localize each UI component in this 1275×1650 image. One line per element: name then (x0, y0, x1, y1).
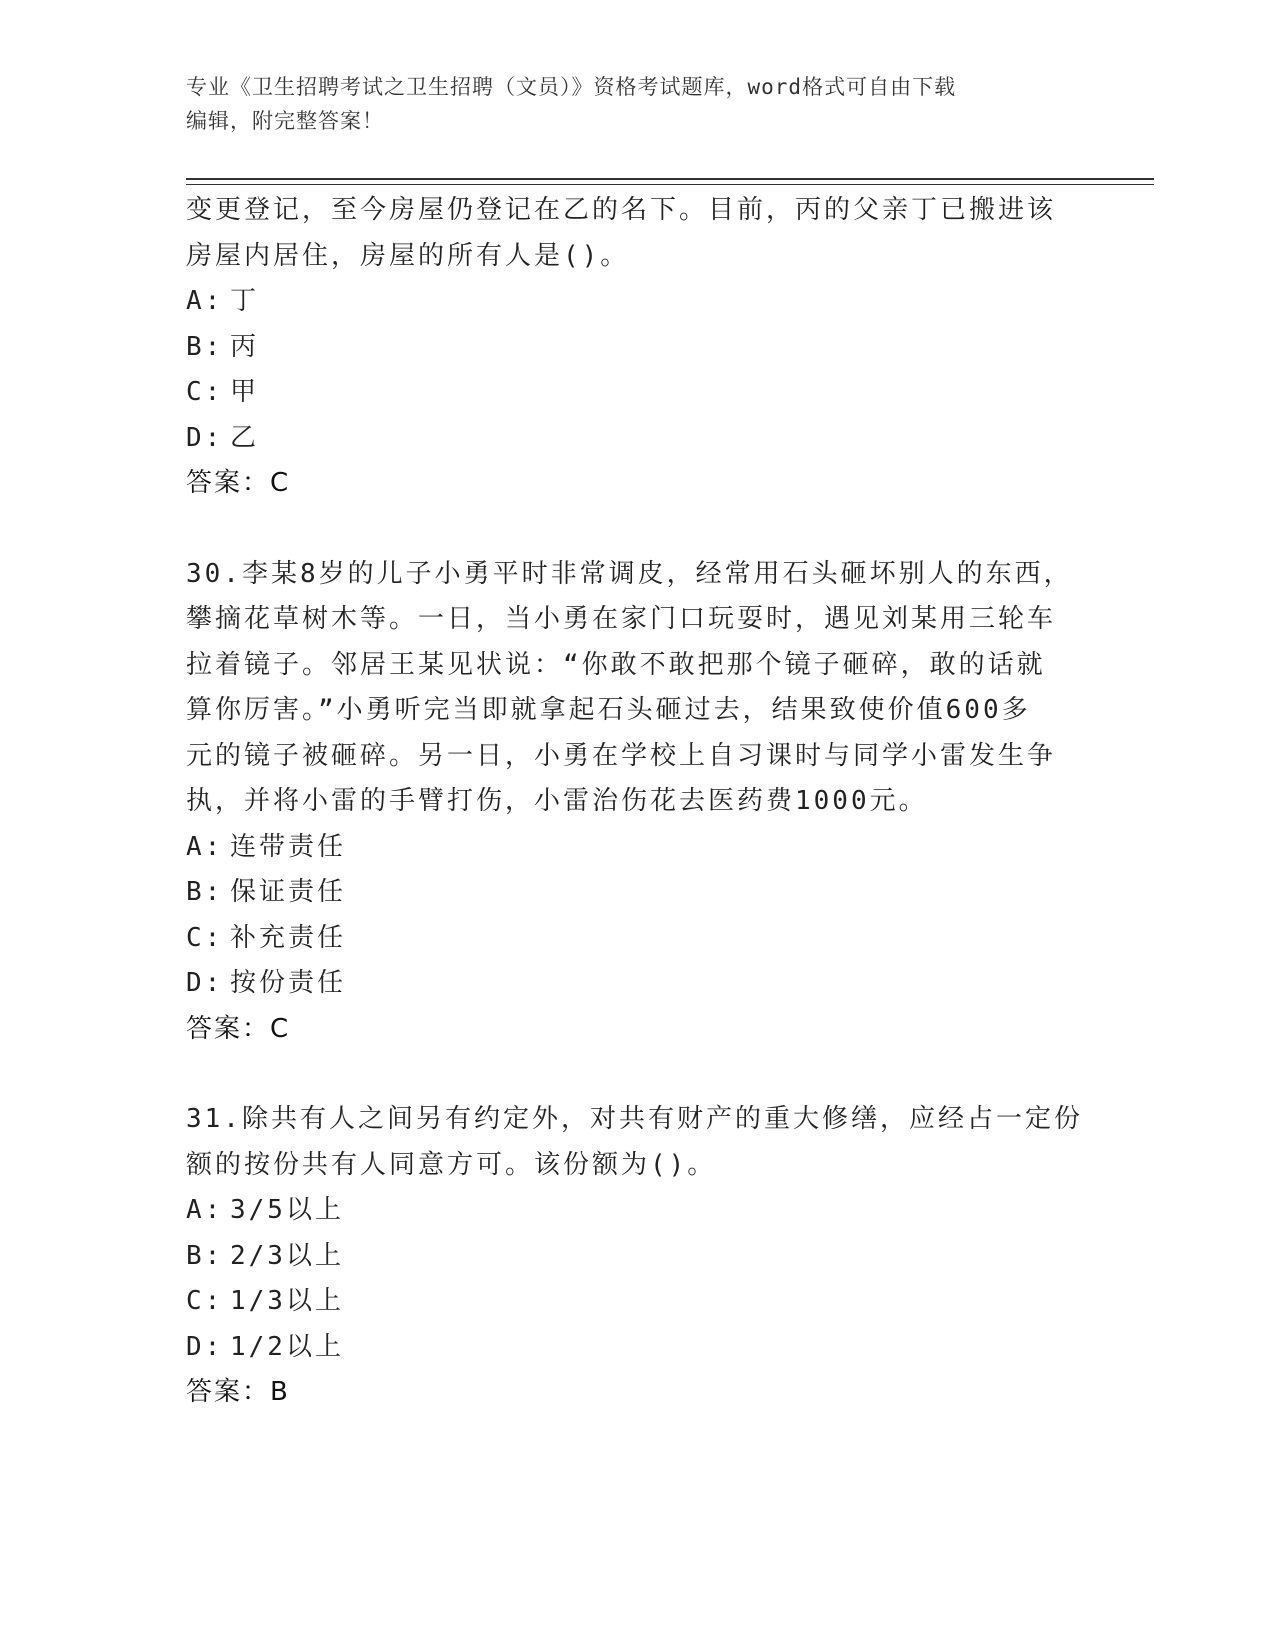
option-a (186, 825, 1086, 871)
option-text: 按份责任 (230, 968, 347, 998)
option-text: 连带责任 (230, 831, 347, 862)
option-key: D: (186, 968, 224, 998)
option-text: 补充责任 (230, 922, 347, 953)
header-divider-thick (186, 178, 1154, 180)
option-text: 2/3以上 (230, 1240, 344, 1271)
question-spacer (186, 1052, 1086, 1097)
option-text: 乙 (230, 422, 260, 453)
option-key: A: (186, 831, 224, 862)
option-key: C: (186, 922, 224, 953)
question-text-line: 变更登记，至今房屋仍登记在乙的名下。目前，丙的父亲丁已搬进该 (186, 195, 1057, 225)
option-c (186, 1279, 1086, 1325)
option-key: B: (186, 331, 224, 362)
option-d (186, 961, 1086, 1007)
option-a (186, 1188, 1086, 1234)
option-key: C: (186, 377, 224, 407)
question-text-line: 额的按份共有人同意方可。该份额为()。 (186, 1149, 717, 1180)
option-a (186, 279, 1086, 325)
option-key: B: (186, 877, 224, 907)
option-text: 甲 (230, 377, 260, 407)
option-text: 1/3以上 (230, 1286, 344, 1316)
question-text-line: 房屋内居住，房屋的所有人是()。 (186, 240, 630, 271)
option-b (186, 870, 1086, 916)
header-divider-thin (186, 184, 1154, 185)
option-c (186, 370, 1086, 416)
option-key: D: (186, 1331, 224, 1362)
question-spacer (186, 507, 1086, 552)
question-29 (186, 188, 1086, 507)
option-key: B: (186, 1240, 224, 1271)
answer-line: 答案：C (186, 1013, 291, 1044)
option-text: 3/5以上 (230, 1195, 344, 1225)
answer-line: 答案：B (186, 1377, 290, 1407)
document-body (186, 188, 1086, 1416)
question-text-line: 执，并将小雷的手臂打伤，小雷治伤花去医药费1000元。 (186, 786, 928, 816)
header-line-1: 专业《卫生招聘考试之卫生招聘（文员）》资格考试题库，word格式可自由下载 (186, 75, 957, 99)
question-text-line: 30.李某8岁的儿子小勇平时非常调皮，经常用石头砸坏别人的东西， (186, 558, 1073, 589)
option-key: A: (186, 1195, 224, 1225)
option-key: A: (186, 286, 224, 316)
option-d (186, 416, 1086, 462)
question-text-line: 算你厉害。”小勇听完当即就拿起石头砸过去，结果致使价值600多 (186, 695, 1031, 725)
option-text: 保证责任 (230, 877, 347, 907)
question-text-line: 31.除共有人之间另有约定外，对共有财产的重大修缮，应经占一定份 (186, 1104, 1083, 1134)
option-text: 丁 (230, 286, 260, 316)
header-line-2: 编辑，附完整答案！ (186, 109, 384, 133)
question-text-line: 拉着镜子。邻居王某见状说：“你敢不敢把那个镜子砸碎，敢的话就 (186, 649, 1046, 680)
option-text: 丙 (230, 331, 260, 362)
option-c (186, 916, 1086, 962)
question-31 (186, 1097, 1086, 1416)
option-d (186, 1325, 1086, 1371)
question-30 (186, 552, 1086, 1053)
question-text-line: 攀摘花草树木等。一日，当小勇在家门口玩耍时，遇见刘某用三轮车 (186, 604, 1057, 634)
answer-line: 答案：C (186, 468, 291, 498)
option-key: C: (186, 1286, 224, 1316)
option-text: 1/2以上 (230, 1331, 344, 1362)
option-b (186, 1234, 1086, 1280)
option-b (186, 325, 1086, 371)
option-key: D: (186, 422, 224, 453)
document-header (186, 70, 1086, 138)
question-text-line: 元的镜子被砸碎。另一日，小勇在学校上自习课时与同学小雷发生争 (186, 740, 1057, 771)
